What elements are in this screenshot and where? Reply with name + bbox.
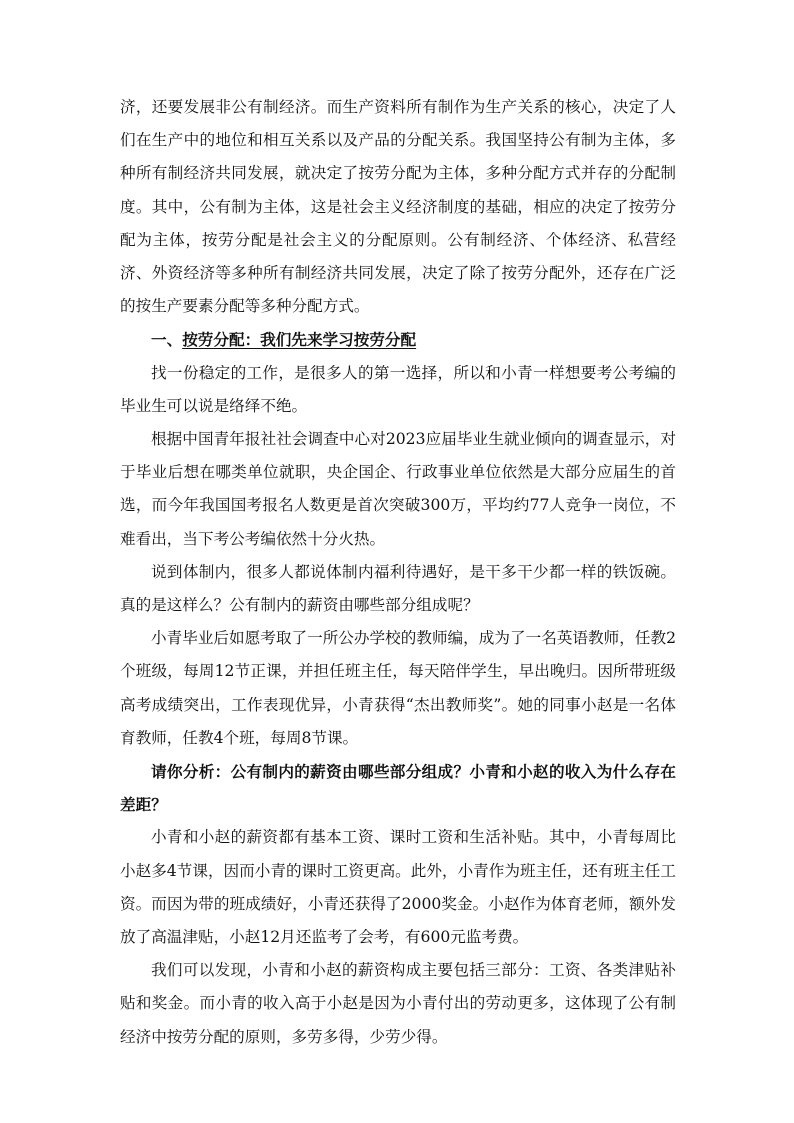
paragraph-ownership-system: 济，还要发展非公有制经济。而生产资料所有制作为生产关系的核心，决定了人们在生产中的地位和相互关系以及产品的分配关系。我国坚持公有制为主体，多种所有制经济共同发展，就决定了按劳分配为主体，多种分配方式并存的分配制度。其中，公有制为主体，这是社会主义经济制度的基础，相应的决定了按劳分配为主体，按劳分配是社会主义的分配原则。公有制经济、个体经济、私营经济、外资经济等多种所有制经济共同发展，决定了除了按劳分配外，还存在广泛的按生产要素分配等多种分配方式。 [120,98,676,316]
analysis-question: 请你分析：公有制内的薪资由哪些部分组成？小青和小赵的收入为什么存在差距？ [120,762,676,815]
paragraph-survey: 根据中国青年报社社会调查中心对2023应届毕业生就业倾向的调查显示，对于毕业后想在哪类单位就职，央企国企、行政事业单位依然是大部分应届生的首选，而今年我国国考报名人数更是首次突破300万，平均约77人竞争一岗位，不难看出，当下考公考编依然十分火热。 [120,430,676,548]
paragraph-salary-breakdown: 小青和小赵的薪资都有基本工资、课时工资和生活补贴。其中，小青每周比小赵多4节课，因而小青的课时工资更高。此外，小青作为班主任，还有班主任工资。而因为带的班成绩好，小青还获得了2000奖金。小赵作为体育老师，额外发放了高温津贴，小赵12月还监考了会考，有600元监考费。 [120,828,676,947]
paragraph-stable-job: 找一份稳定的工作，是很多人的第一选择，所以和小青一样想要考公考编的毕业生可以说是络绎不绝。 [120,363,676,415]
section-heading-number: 一、 [151,330,183,350]
paragraph-xiaoqing-story: 小青毕业后如愿考取了一所公办学校的教师编，成为了一名英语教师，任教2个班级，每周12节正课，并担任班主任，每天陪伴学生，早出晚归。因所带班级高考成绩突出，工作表现优异，小青获得“杰出教师奖”。她的同事小赵是一名体育教师，任教4个班，每周8节课。 [120,629,676,747]
document-body [120,91,676,1054]
paragraph-iron-rice-bowl: 说到体制内，很多人都说体制内福利待遇好，是干多干少都一样的铁饭碗。真的是这样么？公有制内的薪资由哪些部分组成呢？ [120,562,676,615]
paragraph-conclusion: 我们可以发现，小青和小赵的薪资构成主要包括三部分：工资、各类津贴补贴和奖金。而小青的收入高于小赵是因为小青付出的劳动更多，这体现了公有制经济中按劳分配的原则，多劳多得，少劳少得。 [120,961,676,1046]
section-heading [120,323,676,356]
section-heading-text: 按劳分配：我们先来学习按劳分配 [182,330,417,350]
